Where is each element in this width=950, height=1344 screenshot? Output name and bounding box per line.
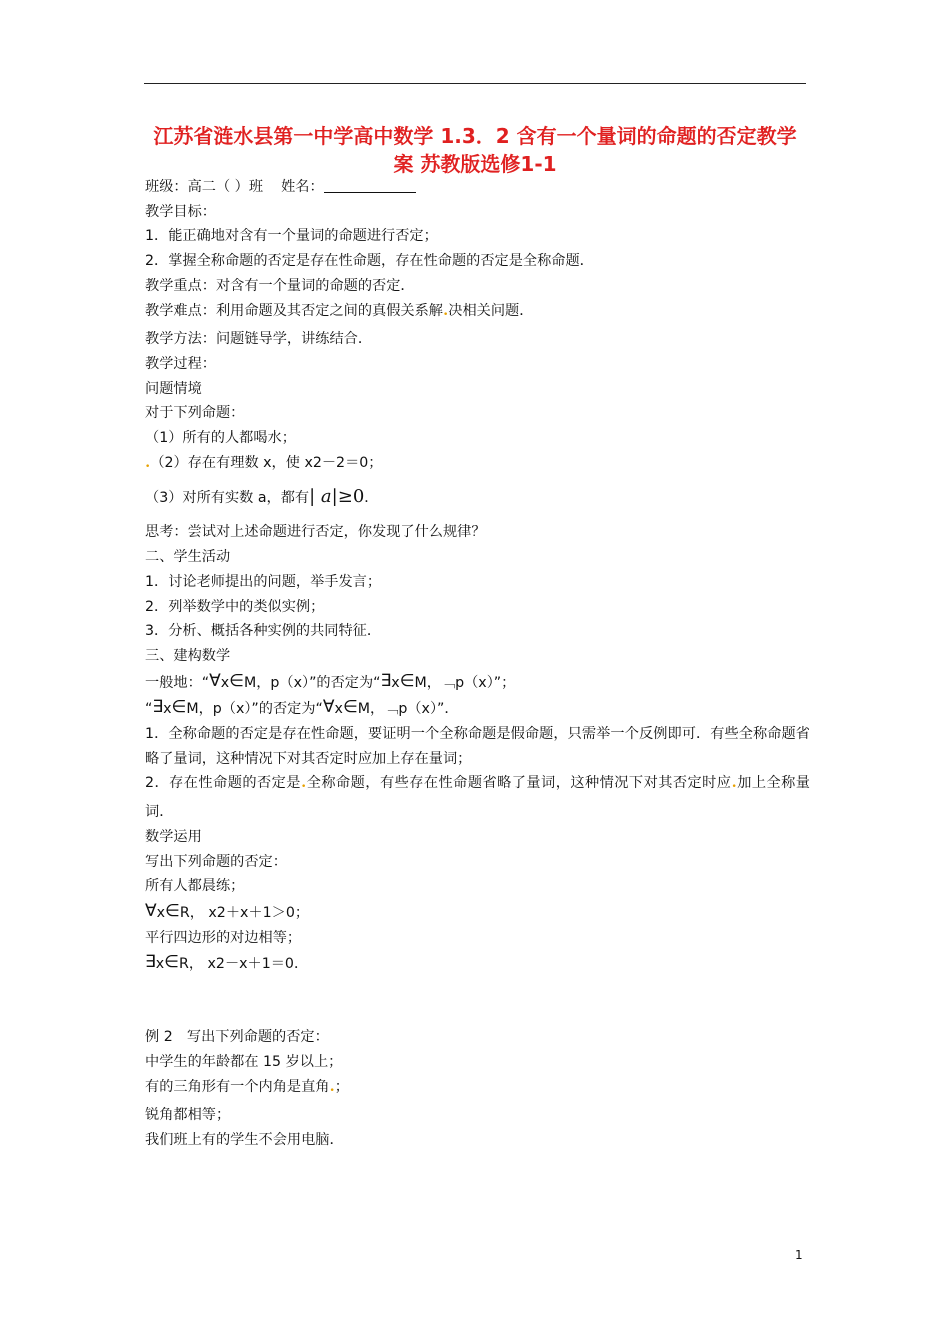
forall-icon: ∀ (322, 697, 335, 718)
exercise-2-text: R， x2＋x＋1＞0； (179, 904, 310, 921)
name-blank (324, 177, 416, 193)
document-body (145, 175, 810, 1153)
methods: 教学方法：问题链导学，讲练结合． (145, 331, 373, 348)
exercise-2 (145, 899, 810, 926)
stray-mark: • (329, 1085, 335, 1096)
rule-1-var: x (220, 674, 230, 691)
rule-1-open: 一般地：“ (145, 674, 210, 691)
element-of-icon: ∈ (342, 697, 358, 718)
section-3-heading: 三、建构数学 (145, 647, 231, 664)
abs-variable: a (320, 486, 332, 508)
exercise-2-var: x (156, 904, 166, 921)
document-title: 江苏省涟水县第一中学高中数学 1.3．2 含有一个量词的命题的否定教学案 苏教版选修1-1 (153, 124, 797, 176)
example-2-item-3: 锐角都相等； (145, 1107, 231, 1124)
applications-heading: 数学运用 (145, 828, 202, 845)
situation-heading: 问题情境 (145, 380, 202, 397)
rule-2-var: x (163, 701, 172, 718)
note-1: 1．全称命题的否定是存在性命题，要证明一个全称命题是假命题，只需举一个反例即可．有些全称命题省略了量词，这种情况下对其否定时应加上存在量词； (145, 726, 810, 767)
rule-2-open: “ (145, 701, 153, 718)
write-negation: 写出下列命题的否定： (145, 853, 287, 870)
example-2-item-1: 中学生的年龄都在 15 岁以上； (145, 1053, 343, 1070)
rule-1-end: M，﹁p（x）”； (414, 674, 516, 691)
difficulties-text-b: 决相关问题． (448, 302, 534, 319)
rule-2-end: M，﹁p（x）”． (357, 701, 459, 718)
proposition-3 (145, 479, 810, 515)
rule-2-var-2: x (334, 701, 343, 718)
difficulties (145, 299, 810, 328)
element-of-icon: ∈ (399, 670, 415, 691)
stray-mark: • (731, 782, 737, 793)
example-2-item-4: 我们班上有的学生不会用电脑． (145, 1131, 344, 1148)
class-label: 班级：高二（ ）班 (145, 179, 264, 195)
note-2-text-c: 加上全称量词． (145, 775, 810, 821)
exercise-1: 所有人都晨练； (145, 878, 245, 895)
note-2 (145, 771, 810, 824)
example-2-item-2-text: 有的三角形有一个内角是直角 (145, 1078, 330, 1095)
exercise-3: 平行四边形的对边相等； (145, 929, 302, 946)
name-label: 姓名： (281, 179, 324, 195)
exercise-4 (145, 950, 810, 977)
example-2-item-2 (145, 1075, 810, 1104)
rule-1-mid: M，p（x）”的否定为“ (243, 674, 381, 691)
example-2-item-2-end: ； (334, 1078, 349, 1095)
element-of-icon: ∈ (165, 900, 180, 921)
exists-icon: ∃ (152, 697, 164, 718)
key-points: 教学重点：对含有一个量词的命题的否定． (145, 277, 415, 294)
goal-2: 2．掌握全称命题的否定是存在性命题，存在性命题的否定是全称命题． (145, 253, 594, 270)
abs-inequality (309, 486, 364, 507)
abs-bar-right: | (331, 486, 338, 508)
proposition-2-text: （2）存在有理数 x，使 x2－2＝0； (150, 454, 383, 471)
element-of-icon: ∈ (229, 670, 244, 691)
note-2-text-b: 全称命题，有些存在性命题省略了量词，这种情况下对其否定时应 (306, 775, 732, 792)
element-of-icon: ∈ (164, 952, 179, 973)
note-2-text-a: 2．存在性命题的否定是 (145, 775, 301, 792)
element-of-icon: ∈ (171, 697, 187, 718)
activity-3: 3．分析、概括各种实例的共同特征． (145, 623, 382, 640)
rule-1-var-2: x (391, 674, 400, 691)
stray-mark: • (300, 782, 307, 793)
exercise-4-var: x (155, 956, 165, 973)
for-following: 对于下列命题： (145, 405, 245, 422)
rule-1 (145, 669, 810, 696)
forall-icon: ∀ (145, 900, 157, 921)
difficulties-text-a: 教学难点：利用命题及其否定之间的真假关系解 (145, 302, 443, 319)
stray-mark: • (145, 461, 151, 472)
forall-icon: ∀ (209, 670, 221, 691)
proposition-2 (145, 451, 810, 480)
class-name-line (145, 175, 810, 200)
section-2-heading: 二、学生活动 (145, 549, 231, 566)
goal-1: 1．能正确地对含有一个量词的命题进行否定； (145, 228, 438, 245)
header-rule (144, 83, 806, 84)
stray-mark: • (442, 309, 449, 320)
abs-bar-left: | (309, 486, 316, 508)
proposition-3-text: （3）对所有实数 a，都有 (145, 490, 310, 507)
rule-2-mid: M，p（x）”的否定为“ (186, 701, 323, 718)
proposition-1: （1）所有的人都喝水； (145, 430, 296, 447)
page-number: 1 (795, 1248, 803, 1262)
activity-1: 1．讨论老师提出的问题，举手发言； (145, 573, 382, 590)
goals-heading: 教学目标： (145, 203, 216, 220)
example-2-heading: 例 2 写出下列命题的否定： (145, 1029, 329, 1046)
proposition-3-end: ． (364, 490, 379, 507)
exercise-4-text: R， x2－x＋1＝0． (178, 956, 309, 973)
activity-2: 2．列举数学中的类似实例； (145, 598, 325, 615)
rule-2 (145, 695, 810, 722)
exists-icon: ∃ (380, 670, 392, 691)
abs-relation: ≥0 (337, 486, 365, 508)
exists-icon: ∃ (145, 952, 156, 973)
think-question: 思考：尝试对上述命题进行否定，你发现了什么规律？ (145, 524, 486, 541)
process-heading: 教学过程： (145, 355, 216, 372)
